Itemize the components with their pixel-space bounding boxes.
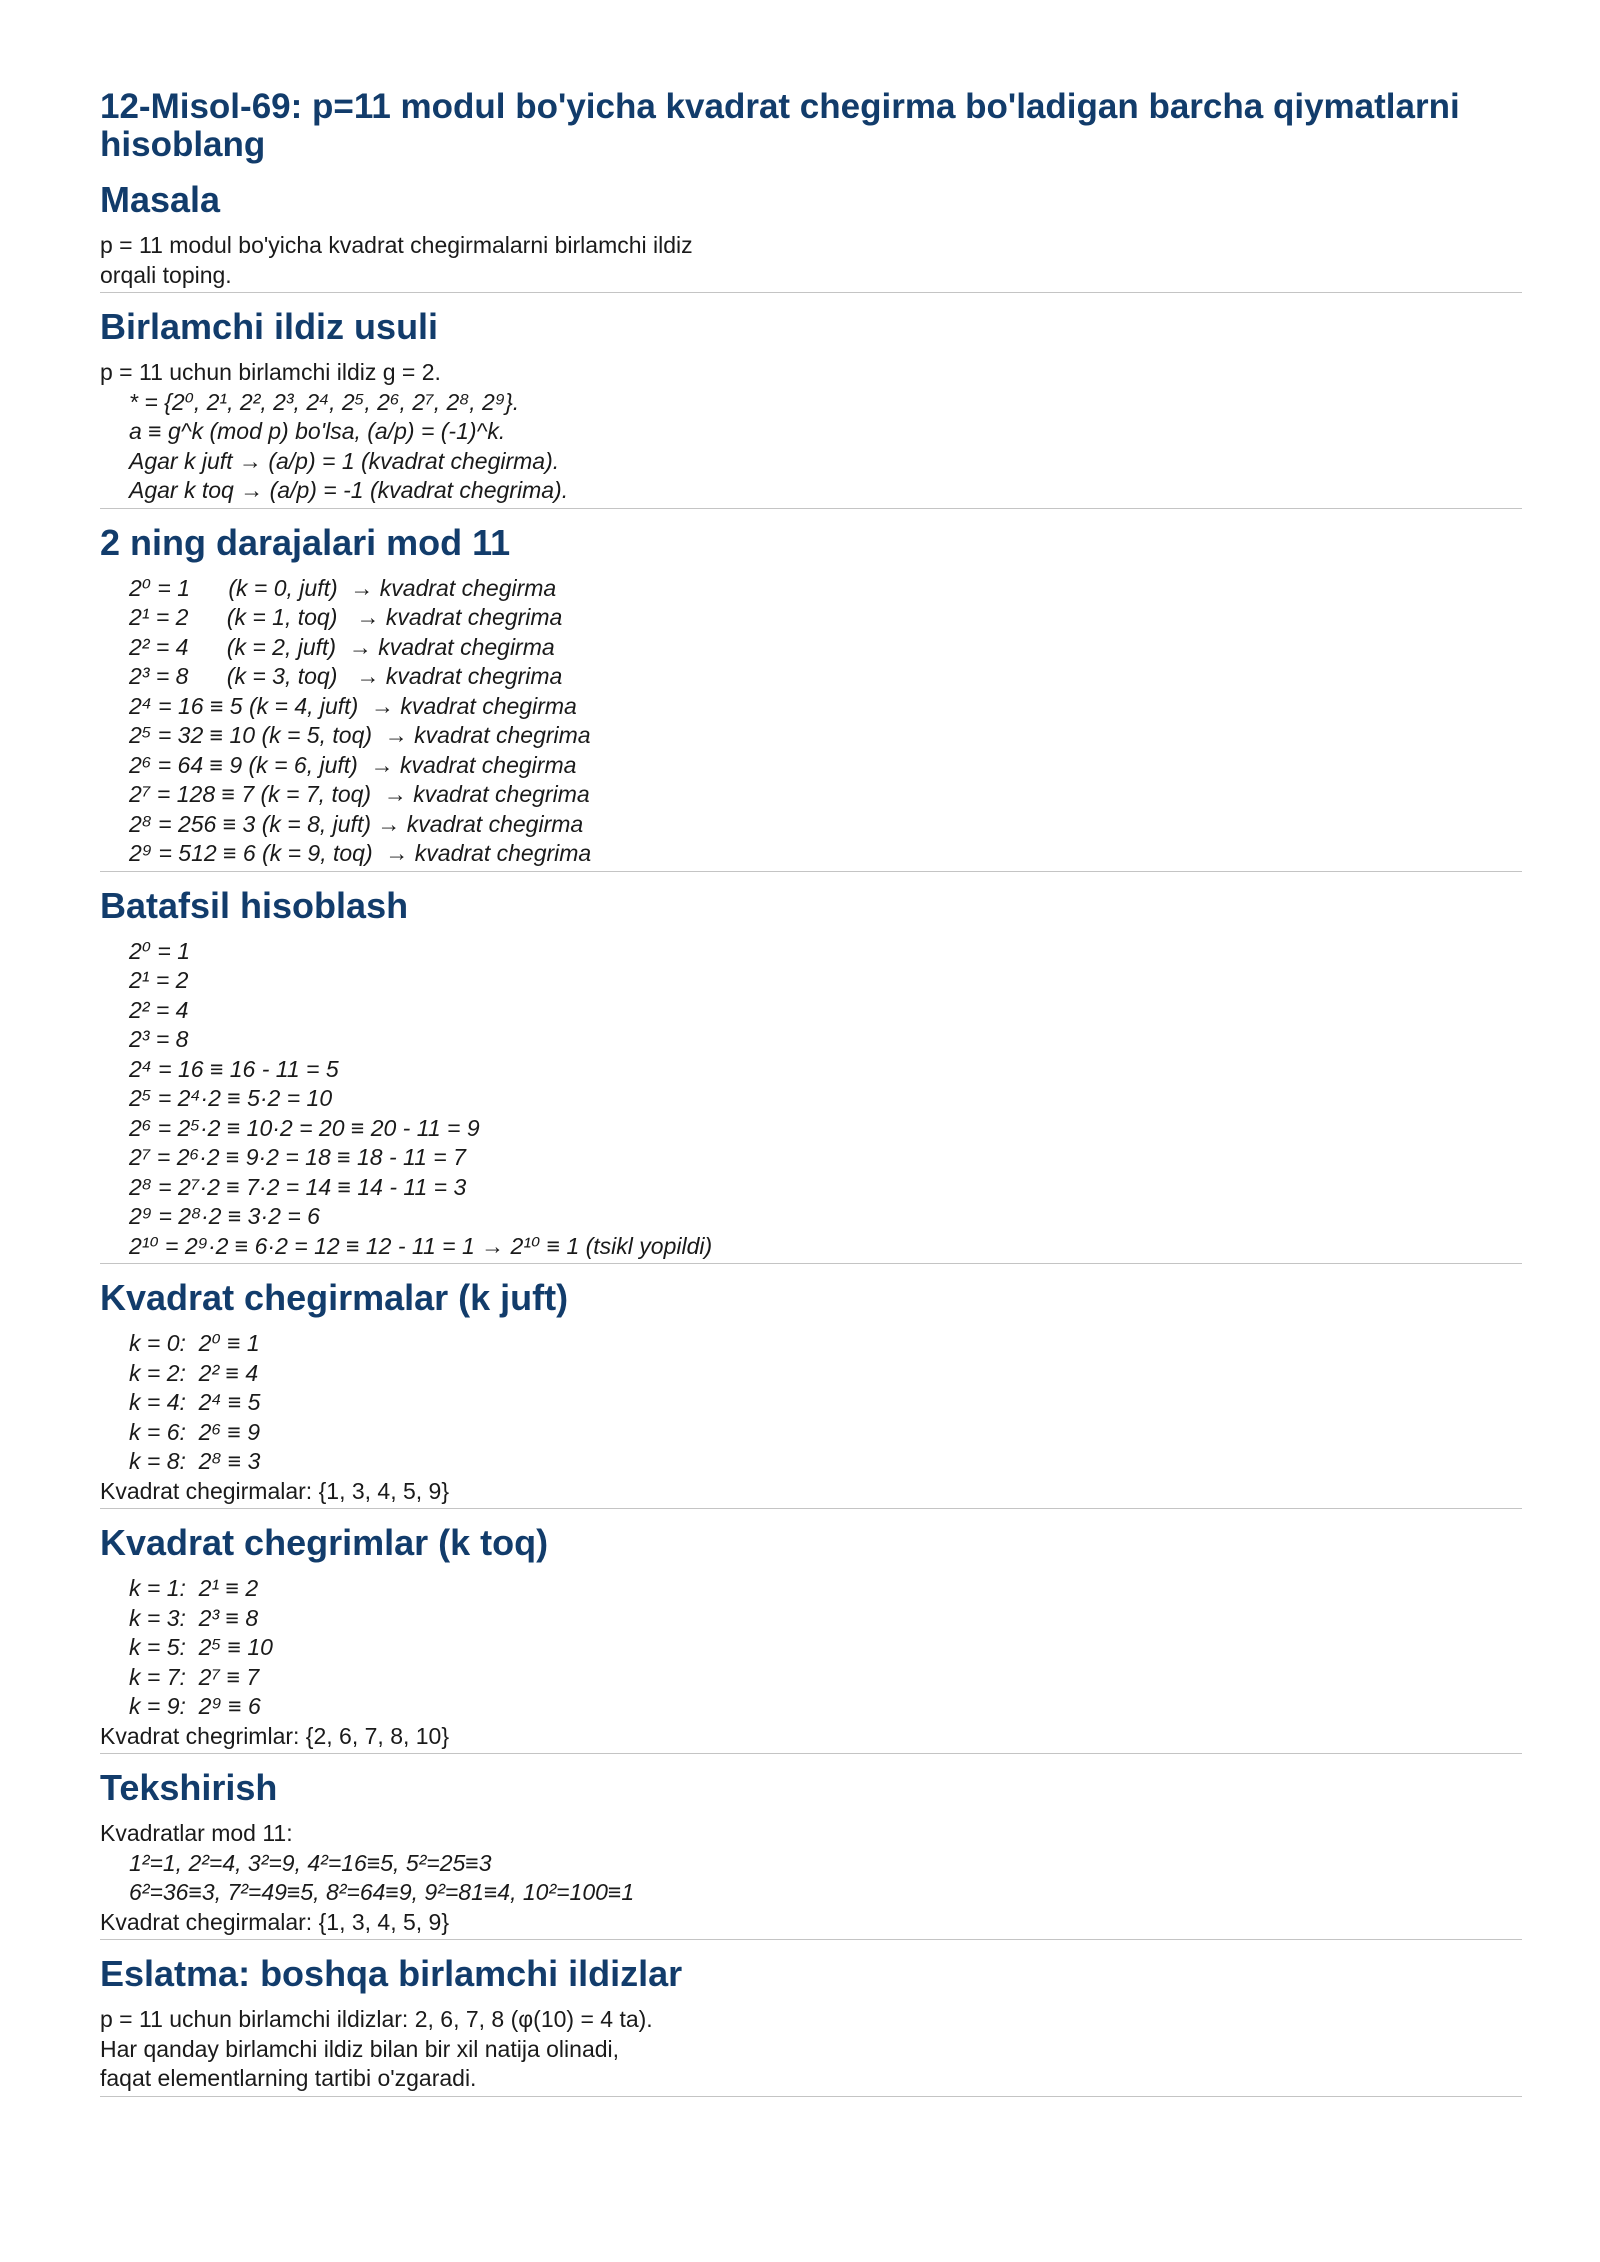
formula-line: 2⁹ = 512 ≡ 6 (k = 9, toq) → kvadrat chegrima [129,840,592,866]
formula-line: k = 7: 2⁷ ≡ 7 [129,1663,260,1690]
formula-line: 1²=1, 2²=4, 3²=9, 4²=16≡5, 5²=25≡3 [129,1849,492,1876]
formula-line: * = {2⁰, 2¹, 2², 2³, 2⁴, 2⁵, 2⁶, 2⁷, 2⁸, 2⁹}. [129,388,520,415]
section-heading: Eslatma: boshqa birlamchi ildizlar [100,1953,683,1994]
section [100,305,1522,509]
text-line: p = 11 modul bo'yicha kvadrat chegirmalarni birlamchi ildiz [100,232,693,258]
formula-line: k = 8: 2⁸ ≡ 3 [129,1448,261,1474]
section [100,1952,1522,2097]
formula-line: 2⁴ = 16 ≡ 5 (k = 4, juft) → kvadrat chegirma [129,692,577,719]
formula-line: Agar k juft → (a/p) = 1 (kvadrat chegirma). [129,447,560,474]
section-heading: Birlamchi ildiz usuli [100,306,439,347]
formula-line: 2⁷ = 128 ≡ 7 (k = 7, toq) → kvadrat chegrima [129,781,590,807]
formula-line: 2⁶ = 64 ≡ 9 (k = 6, juft) → kvadrat chegirma [129,751,577,778]
formula-line: 2⁴ = 16 ≡ 16 - 11 = 5 [129,1055,339,1082]
formula-line: 2⁷ = 2⁶·2 ≡ 9·2 = 18 ≡ 18 - 11 = 7 [129,1144,466,1170]
formula-line: k = 4: 2⁴ ≡ 5 [129,1389,261,1415]
formula-line: 2⁸ = 256 ≡ 3 (k = 8, juft) → kvadrat chegirma [129,810,584,837]
formula-line: k = 5: 2⁵ ≡ 10 [129,1634,273,1660]
formula-line: 2⁹ = 2⁸·2 ≡ 3·2 = 6 [129,1203,320,1229]
formula-line: 2⁰ = 1 [129,937,191,964]
section [100,1766,1522,1940]
formula-line: 2¹ = 2 [129,967,189,993]
section-heading: Kvadrat chegirmalar (k juft) [100,1277,569,1318]
formula-line: k = 0: 2⁰ ≡ 1 [129,1330,260,1356]
formula-line: 2² = 4 (k = 2, juft) → kvadrat chegirma [129,633,555,660]
text-line: p = 11 uchun birlamchi ildizlar: 2, 6, 7, 8 (φ(10) = 4 ta). [100,2006,653,2032]
text-line: Kvadrat chegirmalar: {1, 3, 4, 5, 9} [100,1908,450,1935]
section-heading: 2 ning darajalari mod 11 [100,521,511,563]
text-line: Har qanday birlamchi ildiz bilan bir xil natija olinadi, [100,2035,620,2062]
formula-line: 2³ = 8 (k = 3, toq) → kvadrat chegrima [129,663,563,689]
section-heading: Tekshirish [100,1767,278,1808]
formula-line: 2² = 4 [129,996,189,1023]
formula-line: k = 1: 2¹ ≡ 2 [129,1575,259,1601]
formula-line: 2⁵ = 32 ≡ 10 (k = 5, toq) → kvadrat chegrima [129,722,591,748]
section [100,1276,1522,1509]
formula-line: a ≡ g^k (mod p) bo'lsa, (a/p) = (-1)^k. [129,418,506,444]
section-heading: Kvadrat chegrimlar (k toq) [100,1522,549,1563]
formula-line: 2¹⁰ = 2⁹·2 ≡ 6·2 = 12 ≡ 12 - 11 = 1 → 2¹⁰ ≡ 1 (tsikl yopildi) [129,1232,713,1259]
formula-line: k = 2: 2² ≡ 4 [129,1359,259,1386]
document-page [100,88,1522,2109]
section [100,521,1522,872]
text-line: orqali toping. [100,261,232,288]
section [100,178,1522,293]
text-line: p = 11 uchun birlamchi ildiz g = 2. [100,359,441,385]
formula-line: 2⁶ = 2⁵·2 ≡ 10·2 = 20 ≡ 20 - 11 = 9 [129,1114,480,1141]
text-line: Kvadratlar mod 11: [100,1820,293,1846]
formula-line: 6²=36≡3, 7²=49≡5, 8²=64≡9, 9²=81≡4, 10²=100≡1 [129,1879,635,1905]
text-line: Kvadrat chegrimlar: {2, 6, 7, 8, 10} [100,1722,450,1749]
formula-line: Agar k toq → (a/p) = -1 (kvadrat chegrima). [129,477,569,503]
section [100,1521,1522,1754]
formula-line: 2⁵ = 2⁴·2 ≡ 5·2 = 10 [129,1085,333,1111]
sections-container [100,178,1522,2097]
page-title: 12-Misol-69: p=11 modul bo'yicha kvadrat chegirma bo'ladigan barcha qiymatlarni hisoblang [100,87,1460,164]
section-heading: Masala [100,179,221,220]
formula-line: k = 6: 2⁶ ≡ 9 [129,1418,261,1445]
formula-line: 2¹ = 2 (k = 1, toq) → kvadrat chegrima [129,604,563,630]
formula-line: 2⁰ = 1 (k = 0, juft) → kvadrat chegirma [129,574,557,601]
formula-line: 2⁸ = 2⁷·2 ≡ 7·2 = 14 ≡ 14 - 11 = 3 [129,1173,467,1200]
section-heading: Batafsil hisoblash [100,884,409,926]
formula-line: k = 3: 2³ ≡ 8 [129,1604,259,1631]
formula-line: 2³ = 8 [129,1026,189,1052]
formula-line: k = 9: 2⁹ ≡ 6 [129,1693,261,1719]
text-line: faqat elementlarning tartibi o'zgaradi. [100,2065,477,2091]
text-line: Kvadrat chegirmalar: {1, 3, 4, 5, 9} [100,1477,450,1504]
section [100,884,1522,1265]
